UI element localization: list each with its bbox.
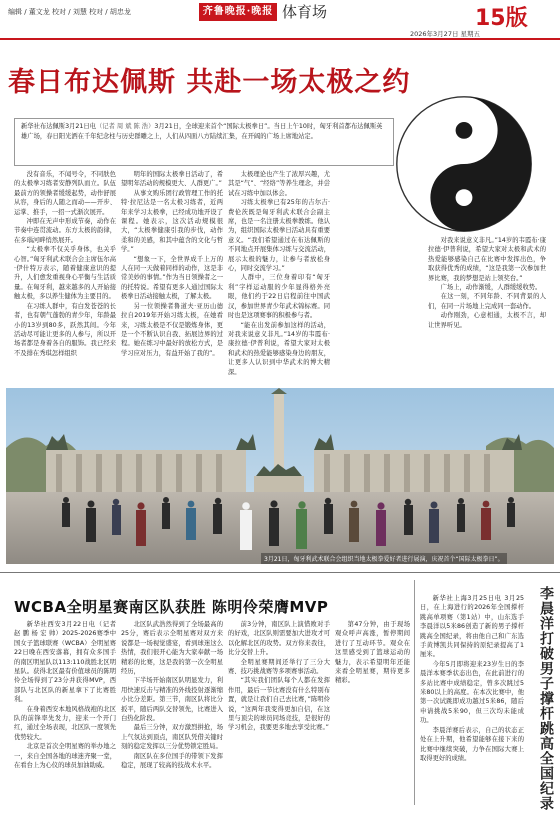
paragraph: 对我来说意义非凡。”14岁的韦霞布·康拉德·伊普利说，希望大家对太极和武术的热爱能够感染自己在比赛中发挥出色，争取获得优秀的成绩，“这是我第一次参加世界比赛，我的梦想是站上领奖台。” [428, 237, 546, 282]
pole-vault-article [420, 594, 524, 804]
pole-vault-headline: 李晨洋打破男子撑杆跳高全国纪录 [538, 586, 554, 811]
paragraph: “想象一下，全世界成千上万的人在同一天做着同样的动作，这是非常美妙的事情。”作为当日领操者之一的托特说。希望有更多人通过国际太极拳日活动接触太极，了解太极。 [121, 255, 223, 301]
paragraph: 太极理论也产生了浓厚兴趣，尤其是“气”、“经络”等养生理念，并尝试在习练中加以体会。 [228, 171, 330, 197]
article-column-2 [121, 170, 223, 395]
wcba-headline: WCBA全明星赛南区队获胜 陈明伶荣膺MVP [14, 598, 329, 616]
lead-text: 3月21日，全球迎来首个“国际太极拳日”。当日上午10时，匈牙利首都布达佩斯英雄广场，春日阳光洒在千年纪念柱与历史群雕之上，人们从四面八方陆续汇集，在开阔的广场上席地站定。 [21, 123, 383, 140]
paragraph: 北区队武浩然得到了全场最高的25分，赛后表示全明星赛对双方来说都是一场视觉盛宴，看到球迷这么热情，我们很开心能为大家奉献一场精彩的比赛，这是我的第一次全明星经历， [121, 621, 223, 676]
header-editor-line: 编辑 / 董文龙 校对 / 刘慧 校对 / 胡忠龙 [8, 8, 131, 16]
wcba-column-4 [335, 620, 410, 810]
paragraph: 冲即在无声中形成节奏，动作在节奏中连贯流动。东方太极的韵律，在多瑙河畔悄然展开。 [14, 218, 116, 244]
paragraph: “能在出发前参加这样的活动，对我来说意义非凡。”14岁的韦霞布·康拉德·伊普利说，希望大家对太极和武术的热爱能够感染身边的朋友，让更多人认识到中华武术的博大精深。 [228, 321, 330, 376]
lead-dateline: 新华社布达佩斯3月21日电 [21, 123, 96, 130]
paragraph: 今年5月即将迎来23岁生日的李晨洋本赛季状态出色，在此前进行的多站比赛中成绩稳定，曾多次跳过5米80以上的高度。在本次比赛中，他第一次试跳即成功越过5米86，随后申请挑战5米90，但三次均未能成功。 [420, 660, 524, 725]
paragraph: 广场上，动作渐缓，人群缓缓收势。 [440, 284, 542, 292]
wcba-column-1 [14, 620, 116, 810]
headline: 春日布达佩斯 共赴一场太极之约 [8, 67, 411, 98]
paragraph: “太极拳不仅关乎身体，也关乎心智。”匈牙利武术联合会主席伍尔高·伊什特万表示，随着健康意识的提升，人们愈发重视身心平衡与生活质量。在匈牙利，越来越多的人开始接触太极，多以养生健体为主要目的。 [14, 246, 116, 301]
article-column-4 [428, 236, 546, 378]
paragraph: 从事文购乐团行政管理工作的托特·拉尼达是一名太极习练者，近两年来学习太极拳，已经成功地开设了课程。她表示，这次活动规模很大，“太极拳健康引我的步伐，动作柔和的美感，和其中蕴含的文化与哲学。” [121, 189, 223, 254]
lead-paragraph [14, 118, 394, 166]
newspaper-logo: 齐鲁晚报·晚报版 [199, 3, 277, 21]
paragraph: 北京是首次全明星赛的举办地之一，来自全国各地的球迷齐聚一堂，在看台上为心仪的球员加油助威。 [14, 743, 116, 770]
header-rule [0, 38, 560, 40]
section-divider [0, 572, 560, 573]
paragraph: 南区队在多位国手的带领下发挥稳定，展现了较高的技战术水平。 [121, 752, 223, 770]
paragraph: 另一位领操者鲁道夫·亚历山德拉自2019年开始习练太极，在她看来，习练太极是不仅是锻炼身体，更是一个不断认识自我、拓展边界的过程。她在练习中最好的放松方式，是学习应对压力，有益开始了我的”。 [121, 302, 223, 357]
wcba-column-2 [121, 620, 223, 810]
paragraph: 在这一刻，不同年龄、不同背景的人们，在同一片场地上完成同一套动作。 [428, 293, 546, 310]
article-column-1 [14, 170, 116, 395]
paragraph: 全明星赛期间还举行了三分大赛、技巧挑战赛等多项赛事活动。 [228, 658, 330, 676]
paragraph: 前3分钟，南区队上演惜败对手的好戏，北区队则需要加大进攻才可以化解北区的攻势。双方你来我往，比分交替上升。 [228, 621, 330, 657]
paragraph: 第47分钟，由于现场观众呼声高涨，暂停期间进行了互动环节。观众在这里感受到了篮球运动的魅力，表示希望明年还能来看全明星赛，期待更多精彩。 [335, 621, 410, 685]
paragraph: 习练太极拳已有25年的吉尔吉·费伦茨既是匈牙利武术联合会副主席，也是一名注册太极拳教练。他认为，组织国际太极拳日活动具有重要意义。“我们希望通过在布达佩斯的不同地点开展集体习练与交流活动，展示太极的魅力，让参与者放松身心，同时交流学习。” [228, 199, 330, 273]
yin-yang-icon [394, 94, 534, 234]
paragraph: “其实我们团队每个人都在发挥作用，最后一节比赛没有什么特别布置，就是让我们自己去比赛，”陈明伶说，“这两年我变得更加自信，在这里与顶尖的球员同场竞技，是很好的学习机会，我要更多地去享受比赛。” [228, 677, 330, 732]
column-divider [414, 580, 415, 805]
paragraph: 人群中，三位身着印有“匈牙利”字样运动服的少年显得格外亮眼，他们约于22日启程前往中国武汉，参加世界青少年武术锦标赛。同时也是这项赛事的积极参与者。 [228, 274, 330, 320]
lead-author: （记者 周 斌 陈 浩） [96, 123, 155, 130]
paragraph: 在身着西安本地风格战袍的北区队的前锋率先发力，迎来一个开门红，通过全场表现，北区队一度领先优势较大。 [14, 705, 116, 741]
paragraph: 最后三分钟，双方激烈拼抢，场上气氛达到顶点，南区队凭借关键时刻的稳定发挥以三分优势锁定胜局。 [121, 724, 223, 751]
paragraph: 新华社上海3月25日电 3月25日，在上海进行的2026年全国撑杆跳高单项赛（第1站）中，山东选手李晨洋以5米86创造了新的男子撑杆跳高全国纪录，将由他自己和广东选手黄博凯共同保持的原纪录提高了1厘米。 [420, 595, 524, 659]
heroes-square-photo [6, 388, 554, 564]
paragraph: 李晨洋赛后表示，自己的状态正处在上升期，他希望能够在接下来的比赛中继续突破，力争在国际大赛上取得更好的成绩。 [420, 726, 524, 762]
paragraph: 下半场开始南区队明显发力，利用快速反击与精准的外线投射逐渐缩小比分差距。第三节，南区队将比分扳平，随后两队交替领先，比赛进入白热化阶段。 [121, 677, 223, 723]
paragraph: 明年的国际太极拳日活动了，希望明年活动的规模更大、人群更广。” [121, 171, 223, 188]
issue-date: 2026年3月27日 星期五 [410, 30, 481, 38]
paragraph: 在习练人群中，有白发苍苍的长者，也有朝气蓬勃的青少年，年龄最小的13岁到80多，跃然其间。今年活动尽可能让更多的人参与，所以开场者都是身着各自的服饰。我已经来不及排在秀琪怎样组织 [14, 302, 116, 357]
photo-caption: 3月21日，匈牙利武术联合会组织当地太极拳爱好者进行展演，庆祝首个“国际太极拳日”。 [261, 553, 507, 564]
paragraph: 新华社西安3月22日电（记者 赵 鹏 杨 宏 帅）2025-2026赛季中国女子篮球联赛（WCBA）全明星赛22日晚在西安落幕，拥有众多国手的南区明星队以113:110战胜北区明星队。获得北区最有价值球员的陈明伶全场得到了23分并获得MVP，西部队与北区队的新星拿下了比赛胜利。 [14, 621, 116, 704]
article-column-3 [228, 170, 330, 395]
section-name: 体育场 [282, 3, 328, 21]
paragraph: 动作刚劲，心意相通，太极不言，却让世界听见。 [428, 312, 546, 329]
page-number: 15版 [475, 6, 528, 31]
wcba-column-3 [228, 620, 330, 810]
paragraph: 没有音乐，不闻号令，不同肤色的太极拳习练者安静列队而立。队伍最前方的领操者缓缓起势，动作舒展从容，身后的人随之而动——开步、运掌、推手，一招一式渐次展开。 [14, 171, 116, 216]
